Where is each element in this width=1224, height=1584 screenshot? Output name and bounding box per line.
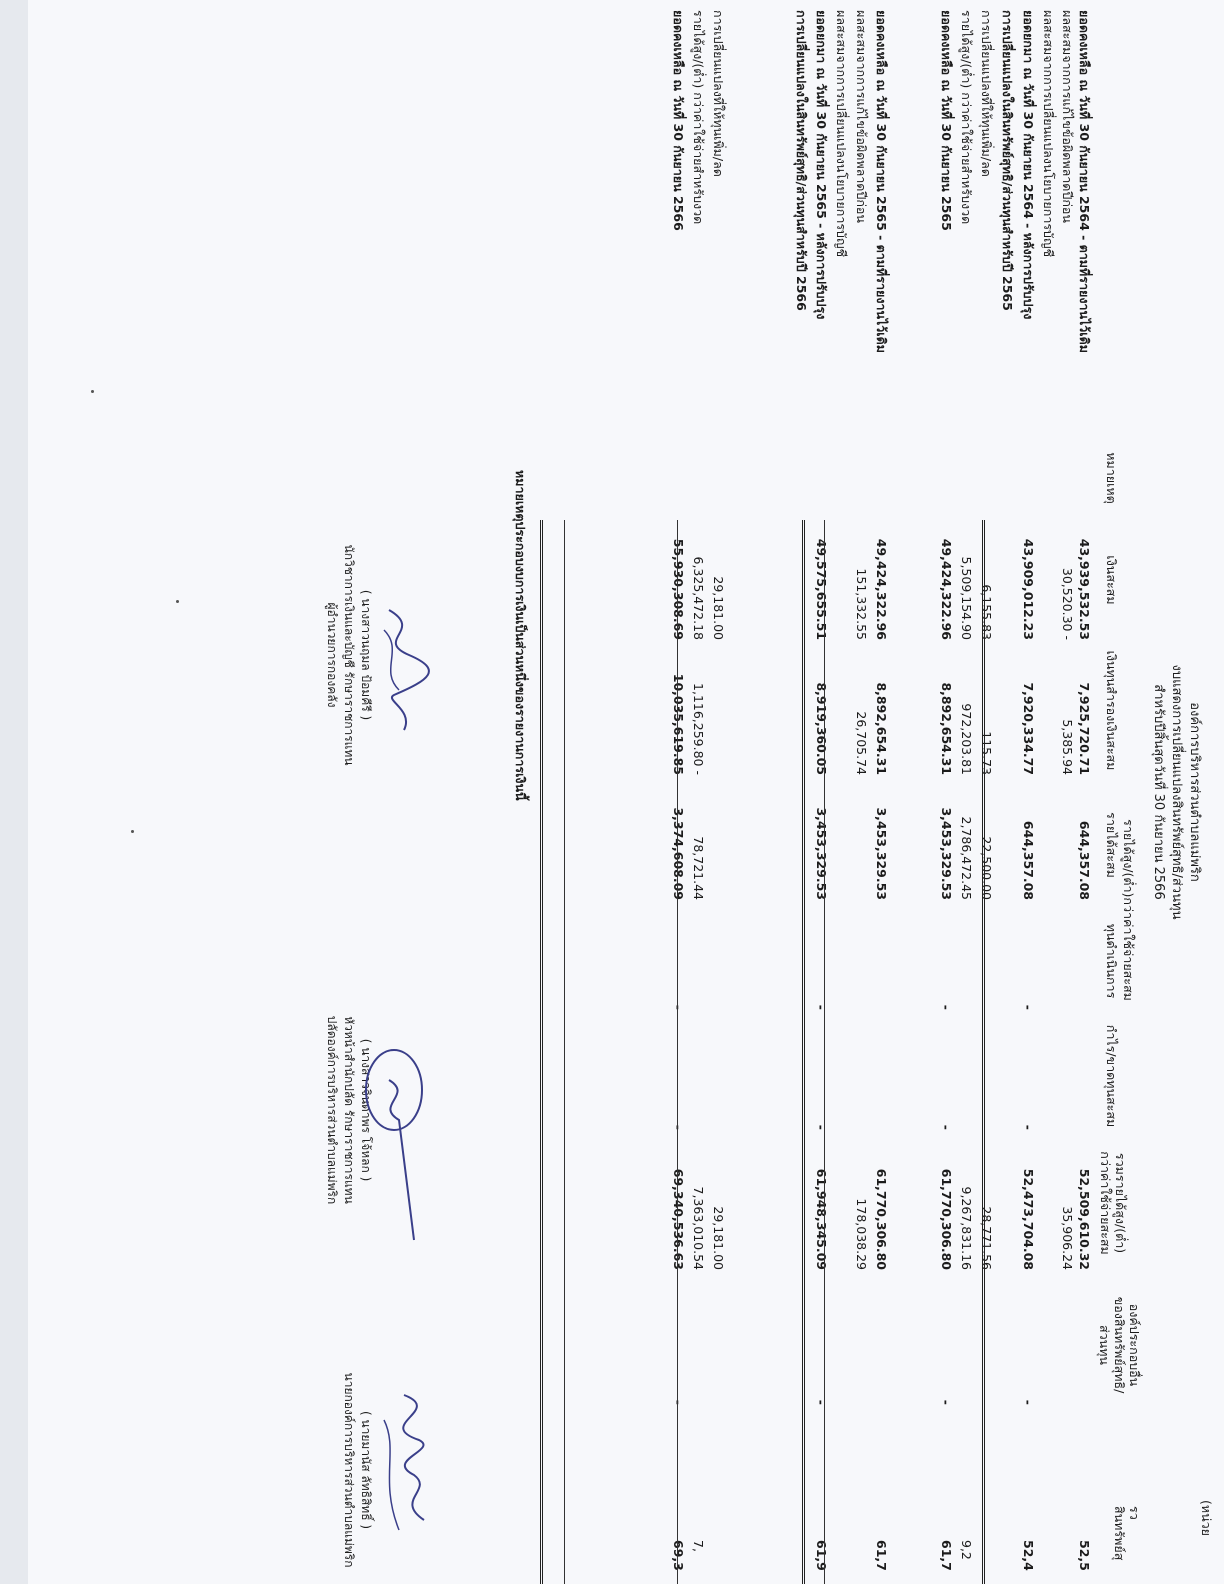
rule-3 xyxy=(802,520,805,1584)
scanned-page xyxy=(28,0,1224,1584)
row-label: ยอดคงเหลือ ณ วันที่ 30 กันยายน 2566 xyxy=(671,10,686,231)
scan-speck xyxy=(131,830,134,833)
row-value-c1: 6,325,472.18 xyxy=(691,556,706,640)
row-value-c6: 52,509,610.32 xyxy=(1077,1168,1092,1270)
rule-6 xyxy=(540,520,543,1584)
row-value-c6: 61,770,306.80 xyxy=(939,1168,954,1270)
row-value-c7: - xyxy=(1021,1399,1036,1405)
row-value-c4: - xyxy=(939,1004,954,1010)
row-value-c1: 29,181.00 xyxy=(711,576,726,640)
row-value-c2: 115.73 xyxy=(979,731,994,775)
col-operating-capital: ทุนดำเนินการ xyxy=(1104,923,1119,999)
footnote: หมายเหตุประกอบงบการเงินเป็นส่วนหนึ่งของรายงานการเงินนี้ xyxy=(513,470,528,801)
signature-3-title1: นายกองค์การบริหารส่วนตำบลแม่พริก xyxy=(342,1372,356,1568)
row-value-c2: 26,705.74 xyxy=(854,711,869,775)
col-total-surplus xyxy=(1098,1138,1128,1268)
col-total-net-assets-line1: รว xyxy=(1127,1506,1142,1520)
row-value-c2: 8,892,654.31 xyxy=(939,682,954,775)
col-other-components-line3: ส่วนทุน xyxy=(1097,1325,1112,1365)
row-value-c3: 78,721.44 xyxy=(691,836,706,900)
row-value-c8: 52,4 xyxy=(1021,1540,1036,1571)
row-value-c2: 972,203.81 xyxy=(959,703,974,775)
row-value-c3: 3,453,329.53 xyxy=(874,807,889,900)
row-value-c8: 7, xyxy=(691,1540,706,1552)
scan-speck xyxy=(176,600,179,603)
row-label: การเปลี่ยนแปลงในสินทรัพย์สุทธิ/ส่วนทุนสำหรับปี 2566 xyxy=(794,10,809,311)
row-value-c1: 30,520.30 - xyxy=(1060,567,1075,640)
row-value-c3: 3,453,329.53 xyxy=(939,807,954,900)
signature-2-mark xyxy=(354,1040,444,1260)
row-label: ผลสะสมจากการเปลี่ยนแปลงนโยบายการบัญชี xyxy=(1041,10,1056,258)
row-label: รายได้สูง/(ต่ำ) กว่าค่าใช้จ่ายสำหรับงวด xyxy=(691,10,706,225)
row-label: ยอดคงเหลือ ณ วันที่ 30 กันยายน 2565 xyxy=(939,10,954,231)
row-value-c3: 3,374,608.09 xyxy=(671,807,686,900)
row-value-c2: 7,925,720.71 xyxy=(1077,682,1092,775)
signature-2-title1: หัวหน้าสำนักปลัด รักษาราชการแทน xyxy=(342,1016,356,1204)
row-label: ผลสะสมจากการเปลี่ยนแปลงนโยบายการบัญชี xyxy=(834,10,849,258)
col-group-surplus: รายได้สูง/(ต่ำ)กว่าค่าใช้จ่ายสะสม xyxy=(1121,819,1136,1001)
row-value-c2: 10,035,619.85 xyxy=(671,673,686,775)
row-value-c1: 43,909,012.23 xyxy=(1021,538,1036,640)
col-retained-earnings: กำไร/ขาดทุนสะสม xyxy=(1104,1024,1119,1128)
row-value-c1: 151,332.55 xyxy=(854,568,869,640)
row-value-c8: 52,5 xyxy=(1077,1540,1092,1571)
row-value-c1: 49,424,322.96 xyxy=(874,538,889,640)
row-value-c7: - xyxy=(814,1399,829,1405)
row-value-c6: 178,038.29 xyxy=(854,1198,869,1270)
rule-5 xyxy=(564,520,565,1584)
row-value-c6: 28,771.56 xyxy=(979,1206,994,1270)
row-label: ยอดยกมา ณ วันที่ 30 กันยายน 2565 - หลังการปรับปรุง xyxy=(814,10,829,320)
row-value-c4: - xyxy=(1021,1004,1036,1010)
rule-2 xyxy=(824,520,825,1584)
row-value-c2: 8,892,654.31 xyxy=(874,682,889,775)
row-value-c8: 61,7 xyxy=(874,1540,889,1571)
row-value-c6: 7,363,010.54 xyxy=(691,1186,706,1270)
row-value-c1: 49,424,322.96 xyxy=(939,538,954,640)
signature-3-name: ( นายมานัส ลัทธิสิทธิ์ ) xyxy=(359,1410,373,1530)
row-value-c6: 61,770,306.80 xyxy=(874,1168,889,1270)
row-value-c4: - xyxy=(814,1004,829,1010)
signature-1-title2: ผู้อำนวยการกองคลัง xyxy=(325,602,339,708)
row-value-c6: 61,948,345.09 xyxy=(814,1168,829,1270)
row-value-c1: 55,930,308.69 xyxy=(671,538,686,640)
row-value-c7: - xyxy=(671,1399,686,1405)
row-value-c6: 9,267,831.16 xyxy=(959,1186,974,1270)
signature-2-name: ( นางสาวจินดาพร โจ้หลก ) xyxy=(359,1038,373,1182)
unit-note: (หน่วย xyxy=(1199,1500,1214,1537)
col-other-components-line1: องค์ประกอบอื่น xyxy=(1127,1303,1142,1387)
row-value-c5: - xyxy=(671,1124,686,1130)
row-value-c8: 69,3 xyxy=(671,1540,686,1571)
signature-1-title1: นักวิชาการเงินและบัญชี รักษาราชการแทน xyxy=(342,544,356,766)
signature-1-mark xyxy=(364,600,444,740)
row-label: การเปลี่ยนแปลงที่ให้ทุนเพิ่ม/ลด xyxy=(979,10,994,177)
org-name: องค์การบริหารส่วนตำบลแม่พริก xyxy=(1187,702,1202,882)
row-value-c7: - xyxy=(939,1399,954,1405)
row-value-c6: 69,340,536.63 xyxy=(671,1168,686,1270)
rule-4 xyxy=(677,520,678,1584)
row-value-c2: 8,919,360.05 xyxy=(814,682,829,775)
row-value-c5: - xyxy=(814,1124,829,1130)
statement-period: สำหรับปีสิ้นสุดวันที่ 30 กันยายน 2566 xyxy=(1151,684,1166,900)
row-label: รายได้สูง/(ต่ำ) กว่าค่าใช้จ่ายสำหรับงวด xyxy=(959,10,974,225)
col-note: หมายเหตุ xyxy=(1104,452,1119,504)
row-label: ผลสะสมจากการแก้ไขข้อผิดพลาดปีก่อน xyxy=(1060,10,1075,223)
scan-speck xyxy=(91,390,94,393)
row-label: ยอดยกมา ณ วันที่ 30 กันยายน 2564 - หลังการปรับปรุง xyxy=(1021,10,1036,320)
row-value-c2: 5,385.94 xyxy=(1060,719,1075,775)
row-value-c2: 7,920,334.77 xyxy=(1021,682,1036,775)
col-other-components xyxy=(1097,1280,1142,1410)
row-label: การเปลี่ยนแปลงในสินทรัพย์สุทธิ/ส่วนทุนสำหรับปี 2565 xyxy=(1000,10,1015,311)
row-value-c3: 644,357.08 xyxy=(1077,820,1092,900)
row-value-c5: - xyxy=(939,1124,954,1130)
col-other-components-line2: ของสินทรัพย์สุทธิ/ xyxy=(1112,1296,1127,1394)
row-value-c6: 29,181.00 xyxy=(711,1206,726,1270)
row-value-c1: 49,575,655.51 xyxy=(814,538,829,640)
rule-1 xyxy=(982,520,985,1584)
col-total-surplus-line1: รวมรายได้สูง/(ต่ำ) xyxy=(1113,1152,1128,1254)
col-accumulated-revenue: รายได้สะสม xyxy=(1104,812,1119,878)
col-total-surplus-line2: กว่าค่าใช้จ่ายสะสม xyxy=(1098,1151,1113,1255)
rotated-statement xyxy=(28,0,1224,1584)
row-value-c4: - xyxy=(671,1004,686,1010)
row-value-c1: 6,155.83 xyxy=(979,584,994,640)
row-value-c1: 5,509,154.90 xyxy=(959,556,974,640)
row-value-c3: 644,357.08 xyxy=(1021,820,1036,900)
row-value-c3: 2,786,472.45 xyxy=(959,816,974,900)
row-value-c8: 61,9 xyxy=(814,1540,829,1571)
row-value-c5: - xyxy=(1021,1124,1036,1130)
col-reserve-funds: เงินทุนสำรองเงินสะสม xyxy=(1104,650,1119,771)
row-label: ผลสะสมจากการแก้ไขข้อผิดพลาดปีก่อน xyxy=(854,10,869,223)
row-value-c6: 35,906.24 xyxy=(1060,1206,1075,1270)
row-label: ยอดคงเหลือ ณ วันที่ 30 กันยายน 2565 - ตามที่รายงานไว้เดิม xyxy=(874,10,889,353)
col-total-net-assets xyxy=(1112,1506,1142,1584)
row-value-c8: 9,2 xyxy=(959,1540,974,1560)
row-value-c8: 61,7 xyxy=(939,1540,954,1571)
row-value-c1: 43,939,532.53 xyxy=(1077,538,1092,640)
row-value-c3: 3,453,329.53 xyxy=(814,807,829,900)
row-value-c6: 52,473,704.08 xyxy=(1021,1168,1036,1270)
signature-3-mark xyxy=(364,1380,454,1550)
col-accumulated-funds: เงินสะสม xyxy=(1104,555,1119,605)
signature-1-name: ( นางสาวนฤมล ป้อมคีรี ) xyxy=(359,589,373,721)
row-value-c2: 1,116,259.80 - xyxy=(691,683,706,775)
row-value-c3: 22,500.00 xyxy=(979,836,994,900)
row-label: การเปลี่ยนแปลงที่ให้ทุนเพิ่ม/ลด xyxy=(711,10,726,177)
statement-title: งบแสดงการเปลี่ยนแปลงสินทรัพย์สุทธิ/ส่วนทุน xyxy=(1169,664,1184,920)
col-total-net-assets-line2: สินทรัพย์สุ xyxy=(1112,1506,1127,1561)
signature-2-title2: ปลัดองค์การบริหารส่วนตำบลแม่พริก xyxy=(325,1015,339,1205)
row-label: ยอดคงเหลือ ณ วันที่ 30 กันยายน 2564 - ตามที่รายงานไว้เดิม xyxy=(1077,10,1092,353)
